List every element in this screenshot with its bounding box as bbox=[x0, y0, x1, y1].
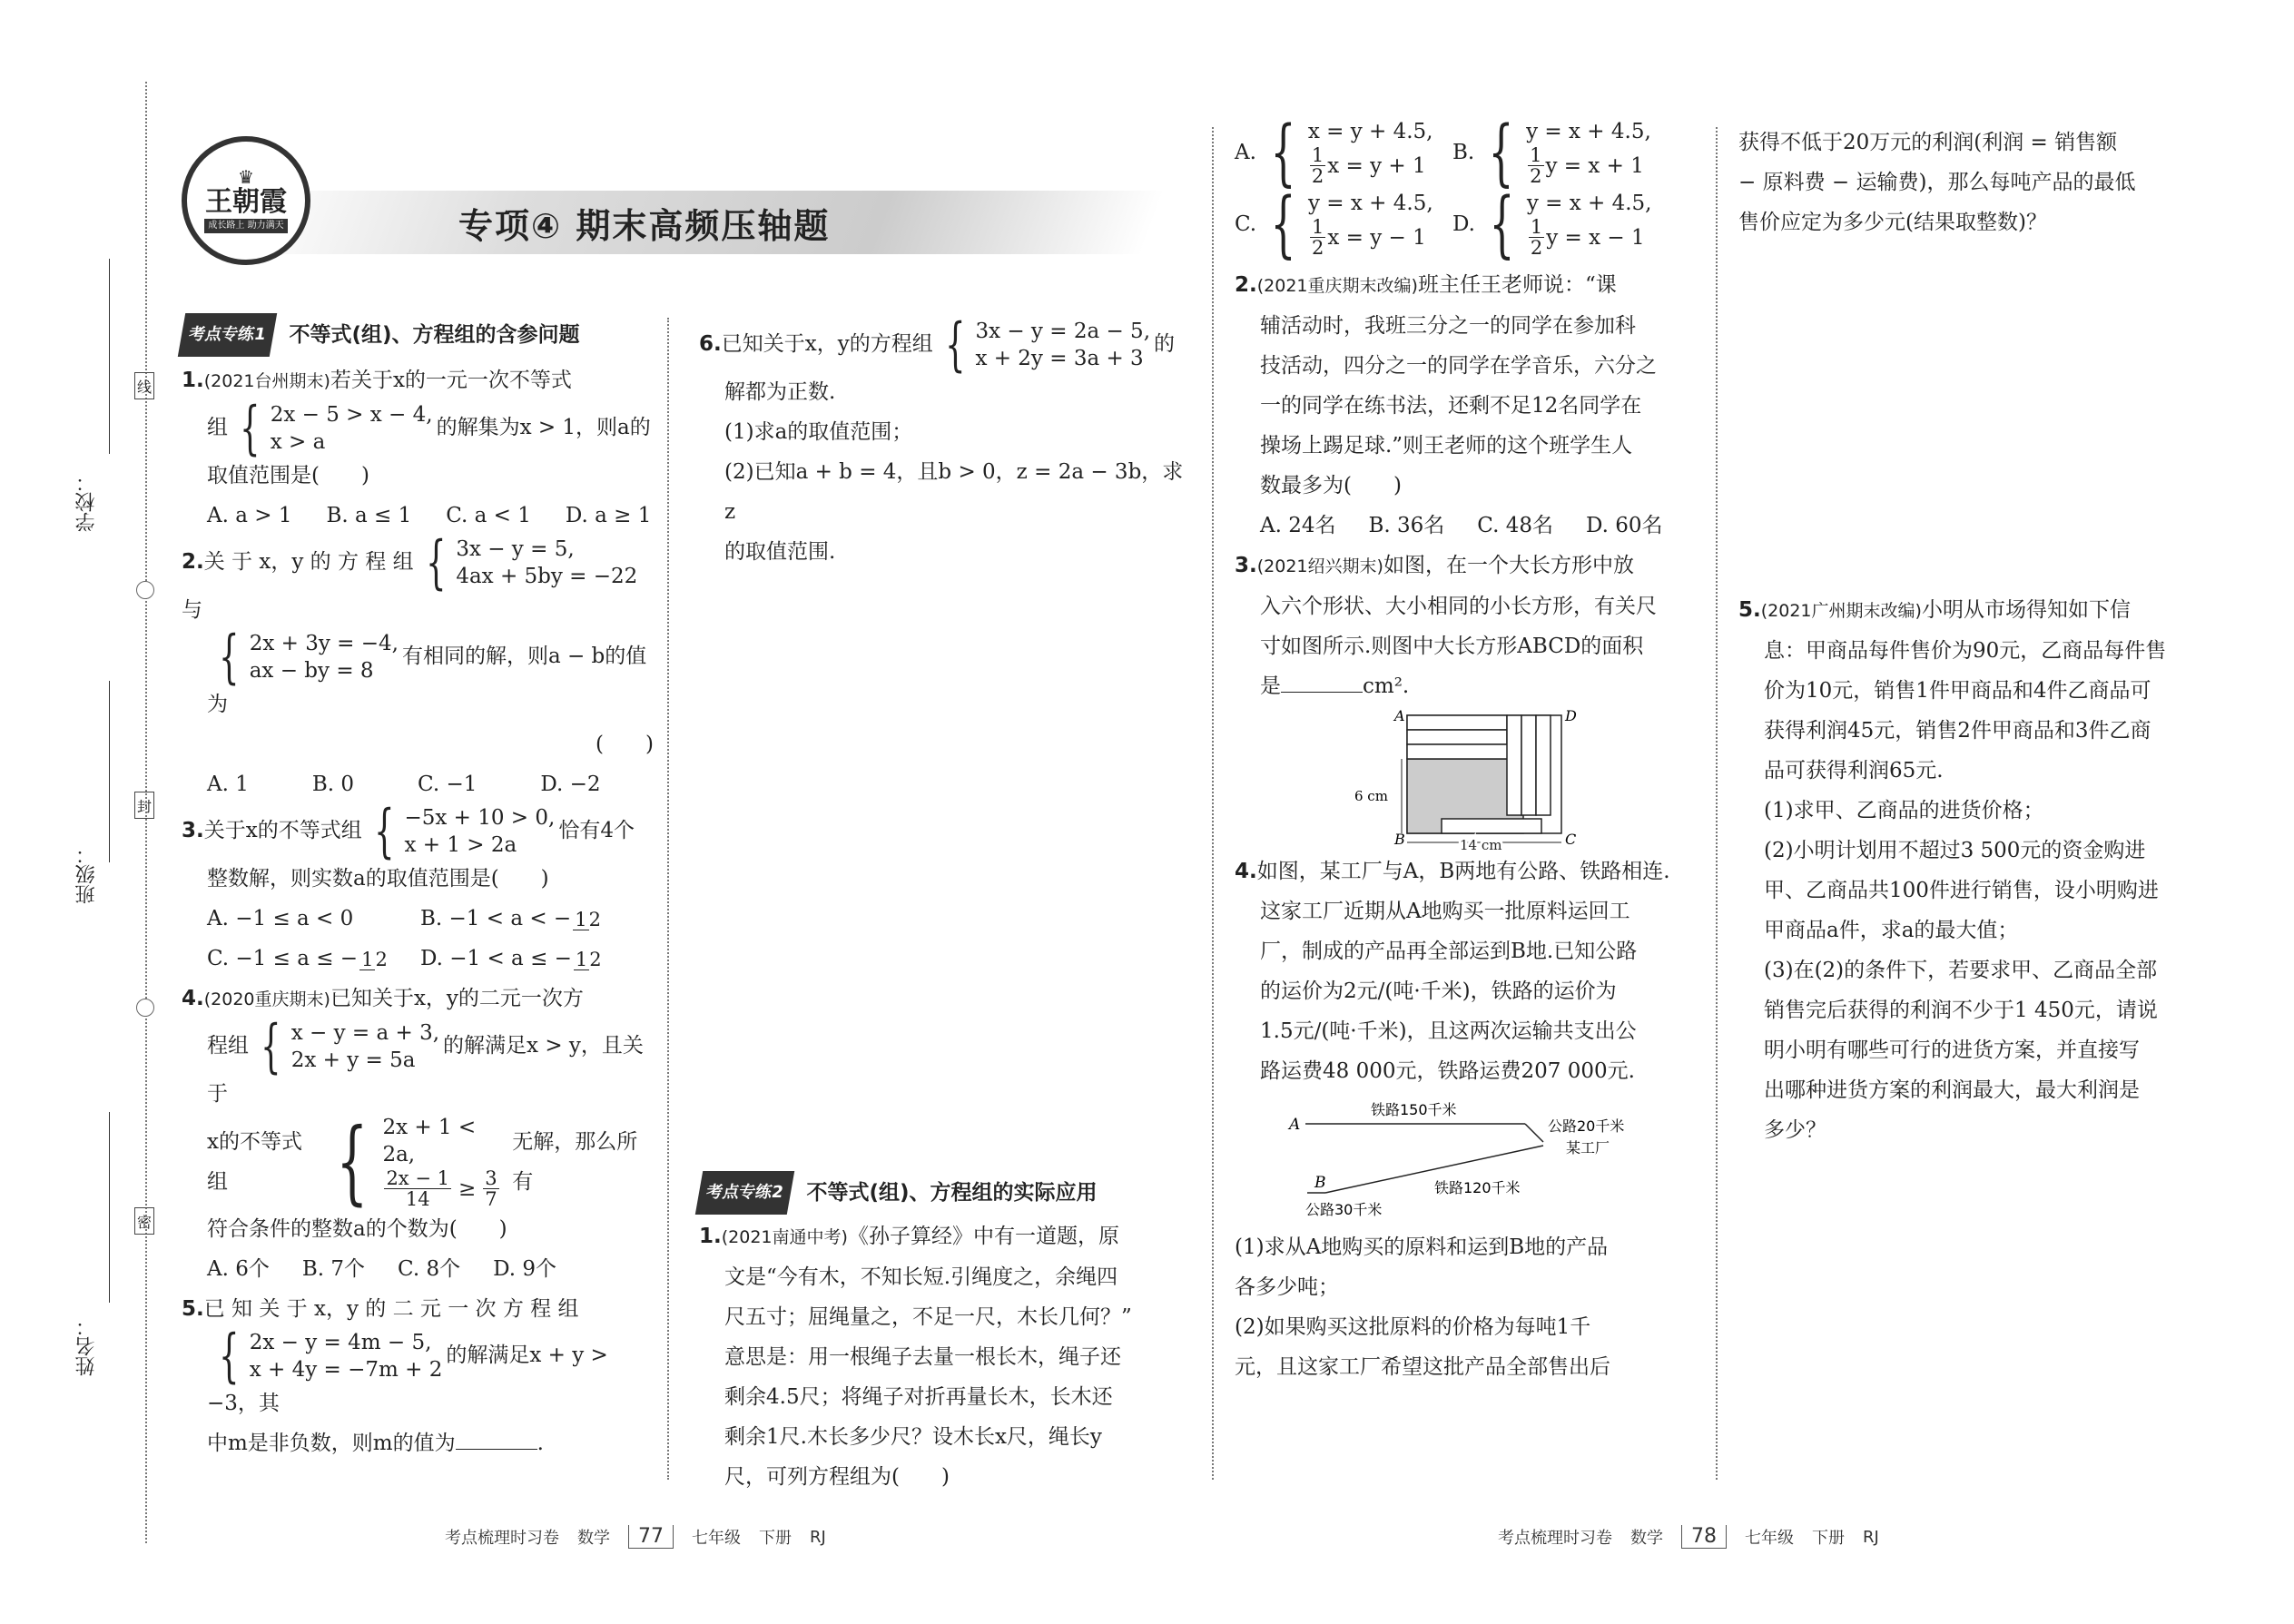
rectangle-figure bbox=[1235, 706, 1707, 851]
label-B: B bbox=[1394, 831, 1405, 848]
answer-blank[interactable] bbox=[1281, 674, 1363, 693]
option: D. a ≥ 1 bbox=[565, 504, 652, 527]
section-title: 不等式(组)、方程组的含参问题 bbox=[289, 323, 580, 347]
svg-text:某工厂: 某工厂 bbox=[1566, 1139, 1610, 1156]
route-figure bbox=[1235, 1091, 1707, 1227]
question-1: 1.(2021台州期末)若关于x的一元一次不等式 组 { 2x − 5 > x − 4, x > a 的解集为x > 1，则a的 取值范围是( ) A. a > 1 B. a ≤ 1 C. a < 1 D. a ≥ 1 bbox=[182, 360, 654, 536]
logo-motto: 成长路上 助力满天 bbox=[204, 219, 287, 233]
option: D. −1 < a ≤ − 12 bbox=[420, 947, 602, 970]
logo-text: 王朝霞 bbox=[205, 186, 287, 218]
column-divider bbox=[1212, 127, 1214, 1480]
width-label: 14 cm bbox=[1460, 837, 1502, 851]
question-4-app: 4.如图，某工厂与A，B两地有公路、铁路相连. 这家工厂近期从A地购买一批原料运回工 厂，制成的产品再全部运到B地.已知公路 的运价为2元/(吨·千米)，铁路的运价为 1.5元/(吨·千米)，且这两次运输共支出公 路运费48 000元，铁路运费207 000元. bbox=[1235, 860, 1670, 1083]
option: D. 9个 bbox=[493, 1257, 556, 1281]
school-underline bbox=[109, 259, 110, 454]
binding-hole-icon bbox=[136, 581, 154, 599]
height-label: 6 cm bbox=[1354, 788, 1388, 804]
name-label: 姓名： bbox=[75, 1316, 98, 1376]
svg-text:公路30千米: 公路30千米 bbox=[1305, 1201, 1383, 1218]
page-number: 78 bbox=[1681, 1525, 1727, 1549]
column-1 bbox=[182, 313, 654, 1463]
svg-text:公路20千米: 公路20千米 bbox=[1548, 1117, 1625, 1135]
footer-right: 考点梳理时习卷 数学 78 七年级 下册 RJ bbox=[1498, 1525, 1879, 1548]
binding-hole-icon bbox=[136, 999, 154, 1017]
question-5-app: 5.(2021广州期末改编)小明从市场得知如下信 息：甲商品每件售价为90元，乙商品每件售 价为10元，销售1件甲商品和4件乙商品可 获得利润45元，销售2件甲商品和3件乙商 品可获得利润65元. (1)求甲、乙商品的进货价格； (2)小明计划用不超过3 500元的资金购进 甲、乙商品共100件进行销售，设小明购进 甲商品a件，求a的最大值； (3)在(2)的条件下，若要求甲、乙商品全部 销售完后获得的利润不少于1 450元，请说 明小明有哪些可行的进货方案，并直接写 出哪种进货方案的利润最大，最大利润是 多少？ bbox=[1738, 598, 2167, 1142]
answer-blank[interactable] bbox=[456, 1431, 537, 1450]
class-underline bbox=[109, 681, 110, 862]
column-4: 获得不低于20万元的利润(利润 = 销售额 − 原料费 − 运输费)，那么每吨产品的最低 售价应定为多少元(结果取整数)？ bbox=[1738, 131, 2136, 234]
option: B. −1 < a < − 12 bbox=[420, 907, 601, 930]
question-2: 2.关 于 x，y 的 方 程 组 { 3x − y = 5, 4ax + 5by = −22 与 { 2x + 3y = −4, ax − by = 8 有相同的解，则a − b的值为 ( ) A. 1 B. 0 C. −1 D. −2 bbox=[182, 536, 654, 804]
option: A. 1 bbox=[207, 773, 249, 796]
page-number: 77 bbox=[628, 1525, 674, 1549]
option: D. 60名 bbox=[1585, 514, 1663, 537]
option: C. 48名 bbox=[1477, 514, 1553, 537]
option: B. 36名 bbox=[1368, 514, 1445, 537]
section-1-header bbox=[182, 313, 654, 357]
svg-text:B: B bbox=[1314, 1174, 1326, 1192]
column-2 bbox=[699, 311, 1194, 572]
option: C. a < 1 bbox=[446, 504, 531, 527]
label-C: C bbox=[1565, 831, 1577, 848]
svg-text:A: A bbox=[1289, 1116, 1301, 1134]
option: C. −1 bbox=[418, 773, 478, 796]
section-2-header bbox=[699, 1171, 1194, 1215]
option: C. −1 ≤ a ≤ − 12 bbox=[207, 947, 388, 970]
page-title: 专项④ 期末高频压轴题 bbox=[458, 206, 831, 246]
label-A: A bbox=[1394, 707, 1405, 724]
school-label: 学校： bbox=[75, 472, 98, 532]
option: A. 24名 bbox=[1260, 514, 1336, 537]
column-divider bbox=[1716, 127, 1718, 1480]
option: A. −1 ≤ a < 0 bbox=[207, 907, 354, 930]
option: B. a ≤ 1 bbox=[326, 504, 412, 527]
question-2-app: 2.(2021重庆期末改编)班主任王老师说：“课 辅活动时，我班三分之一的同学在参加科 技活动，四分之一的同学在学音乐，六分之 一的同学在练书法，还剩不足12名同学在 操场上踢足球.”则王老师的这个班学生人 数最多为( ) A. 24名 B. 36名 C. 48名 D. 60名 bbox=[1235, 265, 1707, 546]
section-tag: 考点专练2 bbox=[695, 1171, 794, 1215]
section-tag: 考点专练1 bbox=[178, 313, 277, 357]
logo-seal bbox=[182, 136, 310, 265]
question-5: 5.已 知 关 于 x，y 的 二 元 一 次 方 程 组 { 2x − y = 4m − 5, x + 4y = −7m + 2 的解满足x + y > −3，其 中m是非负数，则m的值为 . bbox=[182, 1297, 608, 1455]
label-D: D bbox=[1565, 707, 1577, 724]
option: D. −2 bbox=[540, 773, 601, 796]
question-4-parts: (1)求从A地购买的原料和运到B地的产品 各多少吨； (2)如果购买这批原料的价格为每吨1千 元，且这家工厂希望这批产品全部售出后 bbox=[1235, 1235, 1610, 1379]
column-2-lower bbox=[699, 1171, 1194, 1497]
option: A. a > 1 bbox=[207, 504, 292, 527]
column-divider bbox=[667, 318, 669, 1480]
option: A. 6个 bbox=[207, 1257, 270, 1281]
question-6: 6.已知关于x，y的方程组 { 3x − y = 2a − 5, x + 2y = 3a + 3 的 解都为正数. (1)求a的取值范围； (2)已知a + b = 4，且b > 0，z = 2a − 3b，求z 的取值范围. bbox=[699, 311, 1184, 564]
seal-mark-secret: 密 bbox=[134, 1207, 154, 1235]
logo-crown-icon: ♛ bbox=[238, 166, 254, 188]
question-3-app: 3.(2021绍兴期末)如图，在一个大长方形中放 入六个形状、大小相同的小长方形，有关尺 寸如图所示.则图中大长方形ABCD的面积 是 cm². bbox=[1235, 554, 1657, 698]
section-title: 不等式(组)、方程组的实际应用 bbox=[806, 1181, 1098, 1205]
options-grid: A. { x = y + 4.5, $\frac{1}{2}$ x = y + 1 B. { y = x + 4.5, $\frac{1}{2}$ y = x + 1 C. { y = x + 4.5, $\frac{1}{2}$ x = y − 1 D. { y = x + 4.5, $\frac{1}{2}$ y = x − 1 bbox=[1235, 109, 1652, 266]
svg-text:铁路150千米: 铁路150千米 bbox=[1371, 1101, 1457, 1118]
option: B. 7个 bbox=[301, 1257, 366, 1281]
question-4: 4.(2020重庆期末)已知关于x，y的二元一次方 程组 { x − y = a + 3, 2x + y = 5a 的解满足x > y，且关于 x的不等式组 { 2x + 1 < 2a, $\frac{2x - 1}{14}$ ≥ $\frac{3}{7}$ 无解，那么所有 符合条件的整数a的个数为( ) A. 6个 B. 7个 C. 8个 D. 9个 bbox=[182, 979, 654, 1289]
column-3 bbox=[1235, 109, 1707, 1387]
seal-mark-seal: 封 bbox=[134, 792, 154, 819]
seal-mark-line: 线 bbox=[134, 372, 154, 399]
svg-text:铁路120千米: 铁路120千米 bbox=[1434, 1179, 1521, 1196]
name-underline bbox=[109, 1112, 110, 1303]
option: B. 0 bbox=[311, 773, 355, 796]
option: C. 8个 bbox=[398, 1257, 461, 1281]
class-label: 班级： bbox=[75, 844, 98, 904]
question-3: 3.关于x的不等式组 { −5x + 10 > 0, x + 1 > 2a 恰有4个 整数解，则实数a的取值范围是( ) A. −1 ≤ a < 0 B. −1 < a < − 12 C. −1 ≤ a ≤ − 12 D. −1 < a ≤ − 12 bbox=[182, 804, 654, 979]
footer-left: 考点梳理时习卷 数学 77 七年级 下册 RJ bbox=[445, 1525, 826, 1548]
question-1-app: 1.(2021南通中考)《孙子算经》中有一道题，原 文是“今有木，不知长短.引绳度之，余绳四 尺五寸；屈绳量之，不足一尺，木长几何？” 意思是：用一根绳子去量一根长木，绳子还 剩余4.5尺；将绳子对折再量长木，长木还 剩余1尺.木长多少尺？设木长x尺，绳长y 尺，可列方程组为( ) bbox=[699, 1225, 1132, 1489]
